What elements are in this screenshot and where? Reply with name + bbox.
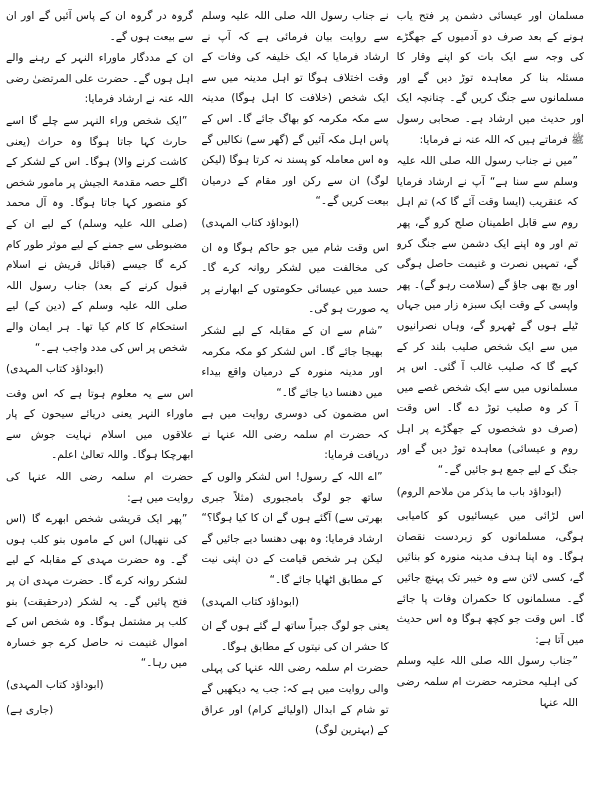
reference-text: (ابوداؤد کتاب المہدی): [201, 595, 299, 608]
body-paragraph: مسلمان اور عیسائی دشمن پر فتح یاب ہونے کے بعد صرف دو آدمیوں کے جھگڑے کی وجہ سے ایک بات کو اپنے وقار کا مسئلہ بنا کر معاہدہ توڑ دیں گے اور مسلمانوں سے جنگ کریں گے۔ چنانچہ ایک اور حدیث میں ارشاد ہے۔ صحابی رسول ﷺ فرماتے ہیں کہ اللہ عنہ نے فرمایا:: [396, 10, 584, 146]
reference-citation: [201, 592, 388, 613]
reference-citation: [6, 675, 193, 696]
hadith-quote-paragraph: ”جناب رسول اللہ صلی اللہ علیہ وسلم کی اہلیہ محترمہ حضرت ام سلمہ رضی اللہ عنہا: [396, 655, 578, 709]
body-paragraph: اس لڑائی میں عیسائیوں کو کامیابی ہوگی، مسلمانوں کو زبردست نقصان ہوگا۔ وہ اپنا ہدف مدینہ منورہ کو بنائیں گے، کسی لائن سے وہ خیبر تک پہنچ جائیں گے۔ مسلمانوں کا حکمران وفات پا جائے گا۔ اس وقت جو کچھ ہوگا وہ اس حدیث میں آتا ہے:: [396, 510, 584, 646]
continued-note: (جاری ہے): [6, 703, 54, 716]
hadith-quote-paragraph: ”اے اللہ کے رسول! اس لشکر والوں کے ساتھ جو لوگ بامجبوری (مثلاً جبری بھرتی سے) آگئے ہوں گے ان کا کیا ہوگا؟“ ارشاد فرمایا: وہ بھی دھنسا دیے جائیں گے لیکن ہر شخص قیامت کے دن اپنی نیت کے مطابق اٹھایا جائے گا۔“: [201, 471, 383, 587]
body-paragraph: اس وقت شام میں جو حاکم ہوگا وہ ان کی مخالفت میں لشکر روانہ کرے گا۔ حسد میں عیسائی حکومتوں کے ابھارنے پر یہ صورت ہو گی۔: [201, 241, 389, 316]
body-paragraph: اس سے یہ معلوم ہوتا ہے کہ اس وقت ماوراء النہر یعنی دریائے سیحون کے پار علاقوں میں اسلام نہایت جوش سے ابھرچکا ہوگا۔ واللہ تعالیٰ اعلم۔: [6, 387, 194, 462]
reference-citation: [397, 482, 584, 503]
reference-text: (ابوداؤد کتاب المہدی): [6, 679, 104, 691]
body-paragraph: یعنی جو لوگ جبراً ساتھ لے گئے ہوں گے ان کا حشر ان کی نیتوں کے مطابق ہوگا۔: [201, 620, 389, 653]
body-paragraph: حضرت ام سلمہ رضی اللہ عنہا کی پہلی والی روایت میں ہے کہ: جب یہ دیکھیں گے تو شام کے ابدال (اولیائے کرام) اور عراق کے (بہترین لوگ): [201, 662, 389, 737]
body-paragraph: حضرت ام سلمہ رضی اللہ عنہا کی روایت میں ہے:: [6, 471, 194, 504]
body-paragraph: ان کے مددگار ماوراء النہر کے رہنے والے اہل ہوں گے۔ حضرت علی المرتضیٰ رضی اللہ عنہ نے ارشاد فرمایا:: [6, 52, 194, 106]
body-paragraph: نے جناب رسول اللہ صلی اللہ علیہ وسلم سے روایت بیان فرمائی ہے کہ آپ نے ارشاد فرمایا کہ ایک خلیفہ کی وفات کے وقت اختلاف ہوگا تو اہل مدینہ میں سے ایک شخص (خلافت کا اہل ہوگا) مدینہ سے مکہ مکرمہ کو بھاگ جائے گا۔ اس کے پاس اہل مکہ آئیں گے (گھر سے) نکالیں گے وہ اس معاملہ کو پسند نہ کرتا ہوگا (لیکن لوگ) ان سے رکن اور مقام کے درمیان بیعت کریں گے۔“: [201, 10, 389, 208]
column-right: [397, 6, 584, 795]
column-left: [6, 6, 193, 795]
reference-text: (ابوداؤد باب ما یذکر من ملاحم الروم): [396, 485, 562, 498]
hadith-quote-paragraph: ”میں نے جناب رسول اللہ صلی اللہ علیہ وسلم سے سنا ہے“ آپ نے ارشاد فرمایا کہ عنقریب (ایسا وقت آئے گا کہ) تم اہل روم سے قابل اطمینان صلح کرو گے، پھر تم اور وہ اپنے ایک دشمن سے جنگ کرو گے، تمہیں نصرت و غنیمت حاصل ہوگی اور بچ بھی جاؤ گے (سلامت رہو گے)۔ پھر واپسی کے وقت ایک سبزہ زار میں جہاں ٹیلے ہوں گے ٹھہرو گے، وہاں نصرانیوں میں سے ایک شخص صلیب بلند کر کے کہے گا کہ صلیب غالب آ گئی۔ اس پر مسلمانوں میں سے ایک شخص غصے میں آ کر وہ صلیب توڑ دے گا۔ اس وقت (صرف دو شخصوں کے جھگڑے پر اہل روم و عیسائی) معاہدہ توڑ دیں گے اور جنگ کے لیے جمع ہو جائیں گے۔“: [396, 155, 578, 477]
reference-text: (ابوداؤد کتاب المہدی): [201, 216, 299, 229]
body-paragraph: گروہ در گروہ ان کے پاس آئیں گے اور ان سے بیعت ہوں گے۔: [6, 10, 194, 43]
hadith-quote-paragraph: ”پھر ایک قریشی شخص ابھرے گا (اس کی ننھیال) اس کے ماموں بنو کلب ہوں گے۔ وہ حضرت مہدی کے مقابلہ کے لیے لشکر روانہ کرے گا۔ حضرت مہدی ان پر فتح پائیں گے۔ یہ لشکر (درحقیقت) بنو کلب پر مشتمل ہوگا۔ وہ شخص اس کے اموال غنیمت نہ حاصل کرے جو خسارہ میں رہا۔“: [6, 513, 188, 670]
hadith-quote-paragraph: ”ایک شخص وراء النہر سے چلے گا اسے حارث کہا جاتا ہوگا وہ حراث (یعنی کاشت کرنے والا) ہوگا۔ اس کے لشکر کے اگلے حصہ مقدمۃ الجیش پر مامور شخص کو منصور کہا جاتا ہوگا۔ وہ آل محمد (صلی اللہ علیہ وسلم) کے لیے ان کے مضبوطی سے جمنے کے لیے موثر طور کام کرے گا جیسے (قبائل قریش نے اسلام قبول کرنے کے بعد) جناب رسول اللہ صلی اللہ علیہ وسلم کے (دین کے) لیے استحکام کا کام کیا تھا۔ ہر ایمان والے شخص پر اس کی مدد واجب ہے۔“: [6, 114, 188, 354]
reference-text: (ابوداؤد کتاب المہدی): [6, 363, 104, 376]
hadith-quote-paragraph: ”شام سے ان کے مقابلہ کے لیے لشکر بھیجا جائے گا۔ اس لشکر کو مکہ مکرمہ اور مدینہ منورہ کے درمیان واقع بیداء میں دھنسا دیا جائے گا۔“: [201, 324, 383, 399]
reference-citation: [6, 359, 193, 380]
body-paragraph: اس مضمون کی دوسری روایت میں ہے کہ حضرت ام سلمہ رضی اللہ عنہا نے دریافت فرمایا:: [201, 408, 389, 462]
reference-citation: [201, 213, 388, 234]
column-middle: [201, 6, 388, 795]
